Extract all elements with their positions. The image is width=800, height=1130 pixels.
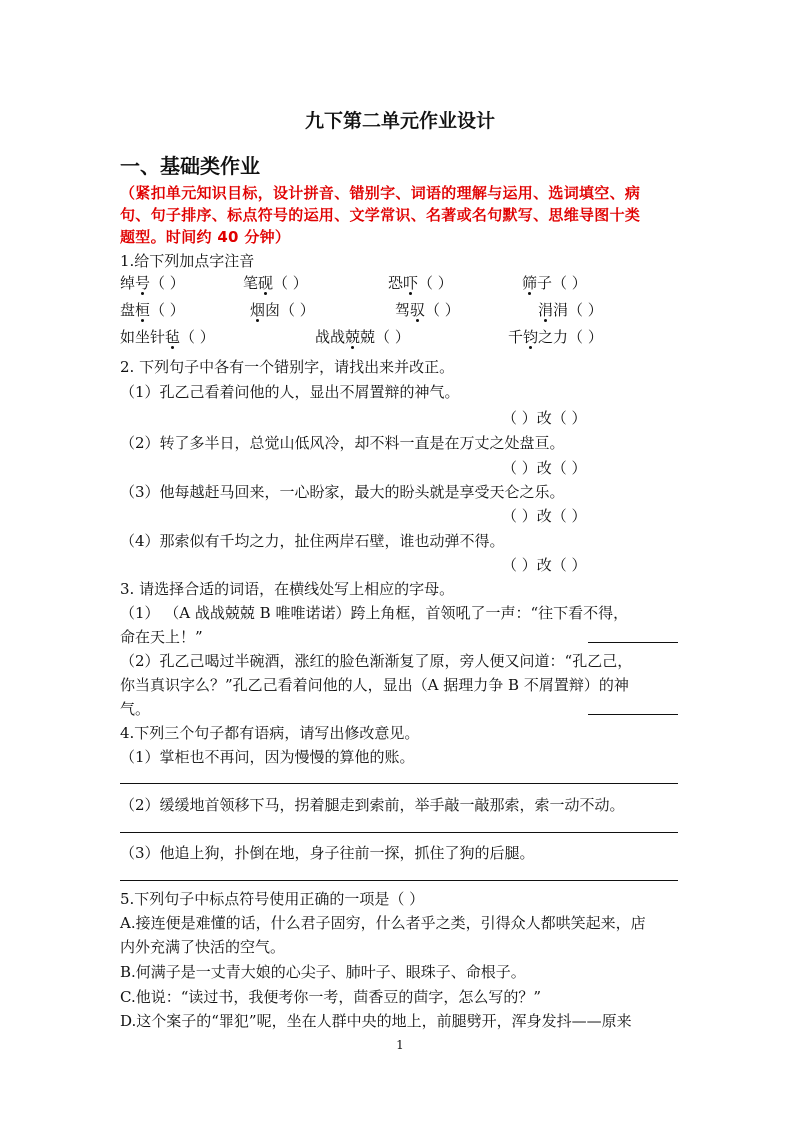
dotted-char: 钧 [523,328,539,346]
dotted-char: 烟 [250,301,266,319]
question-1-prompt: 1.给下列加点字注音 [120,252,255,270]
answer-blank[interactable]: （ ） [568,301,603,319]
q1-item [250,299,315,320]
question-5-prompt: 5.下列句子中标点符号使用正确的一项是（ ） [120,890,425,908]
answer-blank[interactable]: （ ） [280,301,315,319]
q1-item [538,299,603,320]
q1-item [388,272,453,293]
q4-sentence: （2）缓缓地首领移下马，拐着腿走到索前，举手敲一敲那索，索一动不动。 [120,796,625,814]
q2-sentence: （2）转了多半日，总觉山低风冷，却不料一直是在万丈之处盘亘。 [120,434,565,452]
q2-sentence: （4）那索似有千均之力，扯住两岸石壁，谁也动弹不得。 [120,532,505,550]
dotted-char: 驭 [410,301,426,319]
q3-answer-line[interactable] [588,642,678,643]
q1-item [120,272,185,293]
answer-blank[interactable]: （ ） [425,301,460,319]
dotted-char: 兢 [345,328,361,346]
page-number: 1 [396,1038,404,1052]
word-text: 恐 [388,274,404,292]
question-4-prompt: 4.下列三个句子都有语病，请写出修改意见。 [120,724,420,742]
word-text: 千 [508,328,524,346]
section-note-line-3: 题型。时间约 40 分钟） [120,228,291,246]
word-text: 战战 [315,328,346,346]
q2-answer-blank[interactable]: （ ）改（ ） [502,409,587,427]
word-text: 盘 [120,301,136,319]
answer-blank[interactable]: （ ） [180,328,215,346]
q1-item [120,299,185,320]
q5-option-a-line-1: A.接连便是难懂的话，什么君子固穷，什么者乎之类，引得众人都哄笑起来，店 [120,914,646,932]
dotted-char: 吓 [403,274,419,292]
answer-blank[interactable]: （ ） [150,301,185,319]
word-text: 笔 [243,274,259,292]
q1-item [315,326,410,347]
answer-blank[interactable]: （ ） [568,328,603,346]
answer-blank[interactable]: （ ） [418,274,453,292]
word-text: 涓 [553,301,569,319]
section-note-line-1: （紧扣单元知识目标，设计拼音、错别字、词语的理解与运用、选词填空、病 [120,184,641,202]
answer-blank[interactable]: （ ） [375,328,410,346]
q1-item [243,272,308,293]
q5-option-d: D.这个案子的“罪犯”呢，坐在人群中央的地上，前腿劈开，浑身发抖——原来 [120,1012,632,1030]
q4-sentence: （3）他追上狗，扑倒在地，身子往前一探，抓住了狗的后腿。 [120,844,535,862]
word-text: 驾 [395,301,411,319]
dotted-char: 砚 [258,274,274,292]
answer-blank[interactable]: （ ） [273,274,308,292]
dotted-char: 桓 [135,301,151,319]
q5-option-a-line-2: 内外充满了快活的空气。 [120,938,286,956]
q3-item-2-line-2: 你当真识字么？”孔乙己看着问他的人，显出（A 据理力争 B 不屑置辩）的神 [120,676,629,694]
answer-blank[interactable]: （ ） [552,274,587,292]
q5-option-c: C.他说：“读过书，我便考你一考，茴香豆的茴字，怎么写的？” [120,988,542,1006]
q5-option-b: B.何满子是一丈青大娘的心尖子、肺叶子、眼珠子、命根子。 [120,963,526,981]
q3-item-2-line-1: （2）孔乙己喝过半碗酒，涨红的脸色渐渐复了原，旁人便又问道：“孔乙己， [120,652,633,670]
q3-item-1-line-1: （1） （A 战战兢兢 B 唯唯诺诺）跨上角框，首领吼了一声：“往下看不得， [120,604,629,622]
page-title: 九下第二单元作业设计 [304,110,495,132]
section-note-line-2: 句、句子排序、标点符号的运用、文学常识、名著或名句默写、思维导图十类 [120,206,641,224]
q2-sentence: （1）孔乙己看着问他的人，显出不屑置辩的神气。 [120,383,460,401]
q4-sentence: （1）掌柜也不再问，因为慢慢的算他的账。 [120,748,415,766]
word-text: 之力 [538,328,569,346]
question-2-prompt: 2. 下列句子中各有一个错别字，请找出来并改正。 [120,358,455,376]
q2-answer-blank[interactable]: （ ）改（ ） [502,556,587,574]
dotted-char: 毡 [165,328,181,346]
dotted-char: 号 [135,274,151,292]
word-text: 如坐针 [120,328,166,346]
answer-blank[interactable]: （ ） [150,274,185,292]
q4-answer-line[interactable] [120,783,678,784]
word-text: 囱 [265,301,281,319]
q1-item [522,272,587,293]
q1-item [395,299,460,320]
q4-answer-line[interactable] [120,832,678,833]
dotted-char: 筛 [522,274,538,292]
q3-answer-line[interactable] [588,714,678,715]
question-3-prompt: 3. 请选择合适的词语，在横线处写上相应的字母。 [120,580,455,598]
q2-sentence: （3）他每越赶马回来，一心盼家，最大的盼头就是享受天仑之乐。 [120,483,565,501]
q4-answer-line[interactable] [120,880,678,881]
q3-item-1-line-2: 命在天上！” [120,628,203,646]
word-text: 兢 [360,328,376,346]
word-text: 子 [537,274,553,292]
word-text: 绰 [120,274,136,292]
q3-item-2-line-3: 气。 [120,700,151,718]
dotted-char: 涓 [538,301,554,319]
q2-answer-blank[interactable]: （ ）改（ ） [502,459,587,477]
q1-item [508,326,603,347]
q2-answer-blank[interactable]: （ ）改（ ） [502,507,587,525]
q1-item [120,326,215,347]
section-heading: 一、基础类作业 [120,154,260,178]
